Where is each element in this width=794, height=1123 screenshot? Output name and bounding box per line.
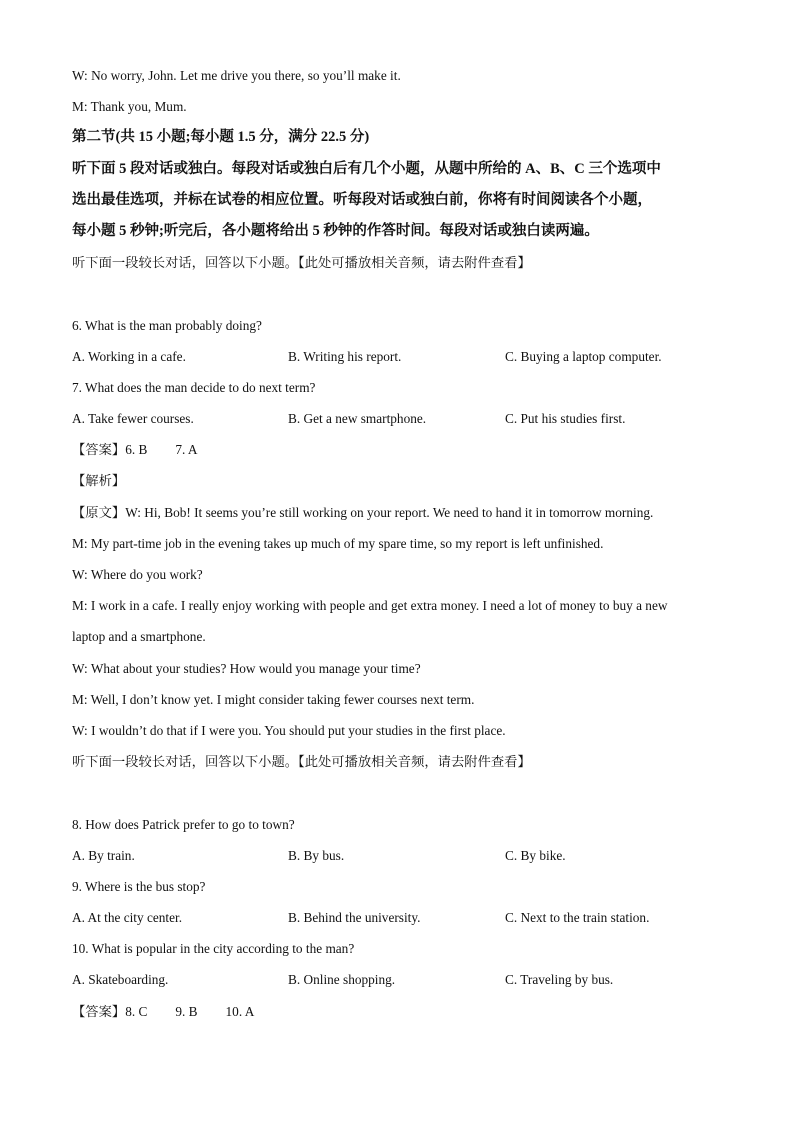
spacer (72, 777, 732, 808)
dialogue-line: W: No worry, John. Let me drive you there, so you’ll make it. (72, 68, 401, 83)
section-instructions-line: 每小题 5 秒钟;听完后，各小题将给出 5 秒钟的作答时间。每段对话或独白读两遍。 (72, 222, 599, 239)
option-c: C. Next to the train station. (505, 910, 650, 926)
option-b: B. Behind the university. (288, 910, 421, 926)
answer-tag: 【答案】 (72, 442, 126, 458)
analysis-tag: 【解析】 (72, 473, 126, 489)
option-b: B. Online shopping. (288, 972, 396, 988)
answer-line (72, 996, 732, 1027)
answer-value: 10. A (225, 1003, 255, 1019)
transcript-line: M: Well, I don’t know yet. I might consider taking fewer courses next term. (72, 691, 475, 707)
question-stem: 10. What is popular in the city according to the man? (72, 941, 355, 957)
question-options (72, 403, 732, 434)
option-c: C. By bike. (505, 847, 566, 863)
transcript-line: W: Where do you work? (72, 567, 203, 582)
transcript-line: W: What about your studies? How would you manage your time? (72, 660, 421, 676)
listening-prompt: 听下面一段较长对话，回答以下小题。【此处可播放相关音频，请去附件查看】 (72, 255, 531, 271)
question-options (72, 964, 732, 995)
answer-value: 7. A (175, 442, 198, 458)
question-stem: 9. Where is the bus stop? (72, 878, 206, 894)
option-c: C. Buying a laptop computer. (505, 348, 662, 364)
option-b: B. By bus. (288, 847, 345, 863)
document-page (72, 60, 732, 1027)
option-a: A. Working in a cafe. (72, 348, 186, 364)
question-stem: 7. What does the man decide to do next term? (72, 379, 316, 395)
section-instructions-line: 选出最佳选项，并标在试卷的相应位置。听每段对话或独白前，你将有时间阅读各个小题， (72, 191, 652, 208)
section-title: 第二节(共 15 小题;每小题 1.5 分，满分 22.5 分) (72, 129, 370, 146)
option-a: A. Skateboarding. (72, 972, 169, 988)
question-options (72, 840, 732, 871)
answer-value: 6. B (125, 442, 148, 458)
option-c: C. Put his studies first. (505, 411, 626, 427)
transcript-line: M: My part-time job in the evening takes up much of my spare time, so my report is left unfinished. (72, 535, 604, 551)
listening-prompt: 听下面一段较长对话，回答以下小题。【此处可播放相关音频，请去附件查看】 (72, 754, 531, 770)
question-options (72, 902, 732, 933)
question-stem: 8. How does Patrick prefer to go to town? (72, 816, 295, 832)
transcript-line (72, 497, 732, 528)
option-b: B. Writing his report. (288, 348, 402, 364)
answer-tag: 【答案】 (72, 1003, 126, 1019)
dialogue-line: M: Thank you, Mum. (72, 99, 187, 115)
option-a: A. At the city center. (72, 910, 183, 926)
transcript-text: W: Hi, Bob! It seems you’re still working on your report. We need to hand it in tomorrow morning. (125, 504, 654, 520)
option-c: C. Traveling by bus. (505, 972, 614, 988)
transcript-line: M: I work in a cafe. I really enjoy working with people and get extra money. I need a lot of money to buy a new (72, 598, 668, 614)
spacer (72, 278, 732, 309)
answer-value: 9. B (175, 1003, 198, 1019)
question-options (72, 341, 732, 372)
answer-value: 8. C (125, 1003, 148, 1019)
option-a: A. Take fewer courses. (72, 411, 194, 427)
transcript-line: W: I wouldn’t do that if I were you. You should put your studies in the first place. (72, 722, 506, 738)
option-a: A. By train. (72, 847, 135, 863)
option-b: B. Get a new smartphone. (288, 411, 427, 427)
question-stem: 6. What is the man probably doing? (72, 317, 262, 333)
answer-line (72, 434, 732, 465)
section-instructions-line: 听下面 5 段对话或独白。每段对话或独白后有几个小题，从题中所给的 A、B、C 三个选项中 (72, 160, 661, 177)
transcript-line: laptop and a smartphone. (72, 629, 206, 645)
original-text-tag: 【原文】 (72, 504, 126, 520)
